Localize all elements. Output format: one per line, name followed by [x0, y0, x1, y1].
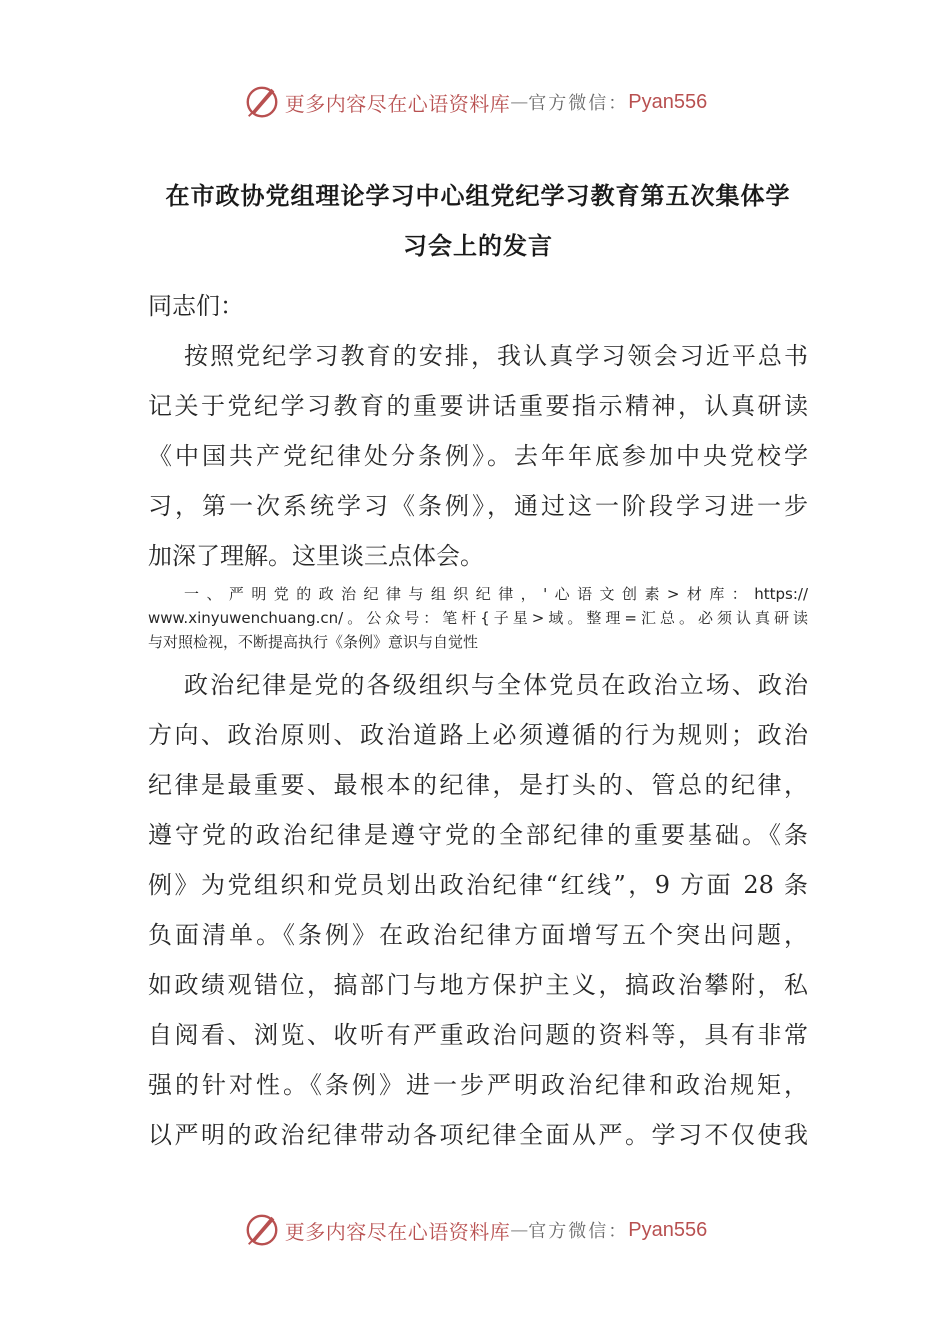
- paragraph-2-line: 负面清单。《条例》在政治纪律方面增写五个突出问题，: [148, 921, 808, 949]
- banner-brand: 更多内容尽在心语资料库: [284, 91, 511, 116]
- paragraph-1-line: 记关于党纪学习教育的重要讲话重要指示精神，认真研读: [148, 392, 808, 420]
- section-heading-line: www.xinyuwenchuang.cn/。公众号：笔杆{子星>域。整理=汇总。必须认真研读: [148, 609, 808, 627]
- banner-official-label: 官方微信：: [528, 93, 629, 114]
- document-title-line-2: 习会上的发言: [403, 232, 553, 260]
- section-heading-line: 一、严明党的政治纪律与组织纪律，'心语文创素>材库：https://: [184, 585, 808, 603]
- paragraph-2-line: 以严明的政治纪律带动各项纪律全面从严。学习不仅使我: [148, 1121, 808, 1149]
- paragraph-1-line: 《中国共产党纪律处分条例》。去年年底参加中央党校学: [148, 442, 808, 470]
- quill-logo-icon: [243, 83, 281, 121]
- section-heading-line: 与对照检视，不断提高执行《条例》意识与自觉性: [148, 633, 479, 651]
- paragraph-2-line: 政治纪律是党的各级组织与全体党员在政治立场、政治: [184, 671, 808, 699]
- paragraph-2-line: 强的针对性。《条例》进一步严明政治纪律和政治规矩，: [148, 1071, 808, 1099]
- banner-dash: —: [510, 1219, 529, 1241]
- paragraph-2-line: 自阅看、浏览、收听有严重政治问题的资料等，具有非常: [148, 1021, 808, 1049]
- salutation: 同志们：: [148, 292, 244, 320]
- paragraph-2-line: 如政绩观错位，搞部门与地方保护主义，搞政治攀附，私: [148, 971, 808, 999]
- document-title-line-1: 在市政协党组理论学习中心组党纪学习教育第五次集体学: [165, 182, 791, 210]
- header-banner: [0, 82, 950, 122]
- paragraph-2-line: 纪律是最重要、最根本的纪律，是打头的、管总的纪律，: [148, 771, 808, 799]
- banner-brand: 更多内容尽在心语资料库: [284, 1219, 511, 1244]
- footer-banner: [0, 1210, 950, 1250]
- banner-wechat-id: Pyan556: [628, 90, 708, 113]
- banner-dash: —: [510, 91, 529, 113]
- paragraph-1-line: 习，第一次系统学习《条例》，通过这一阶段学习进一步: [148, 492, 808, 520]
- banner-official-label: 官方微信：: [528, 1221, 629, 1242]
- paragraph-2-line: 例》为党组织和党员划出政治纪律“红线”，9 方面 28 条: [148, 871, 808, 899]
- paragraph-1-line: 按照党纪学习教育的安排，我认真学习领会习近平总书: [184, 342, 808, 370]
- quill-logo-icon: [243, 1211, 281, 1249]
- paragraph-2-line: 方向、政治原则、政治道路上必须遵循的行为规则；政治: [148, 721, 808, 749]
- paragraph-2-line: 遵守党的政治纪律是遵守党的全部纪律的重要基础。《条: [148, 821, 808, 849]
- banner-wechat-id: Pyan556: [628, 1218, 708, 1241]
- paragraph-1-line: 加深了理解。这里谈三点体会。: [148, 542, 484, 570]
